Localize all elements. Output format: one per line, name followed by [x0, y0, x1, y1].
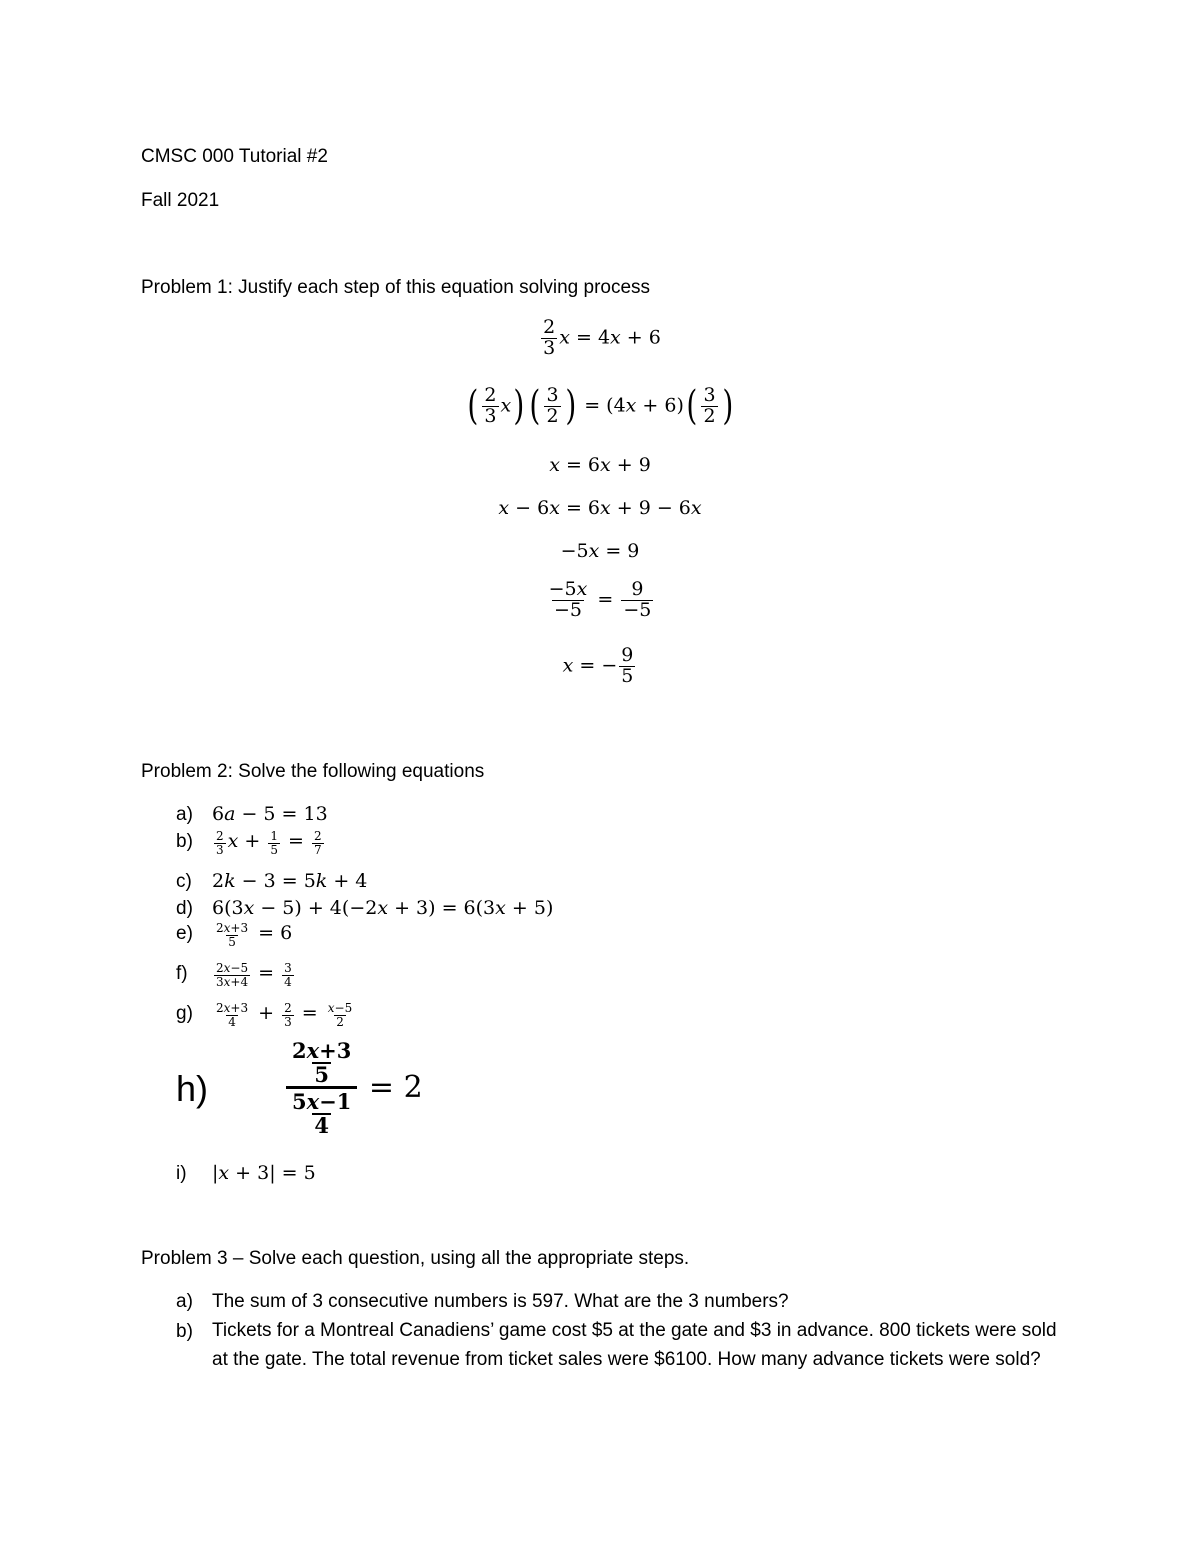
problem3-text-a: The sum of 3 consecutive numbers is 597. What are the 3 numbers?: [212, 1291, 789, 1312]
problem2-heading: Problem 2: Solve the following equations: [141, 761, 485, 782]
problem1-step-6: $\frac{-5x}{-5}$ = $\frac{9}{-5}$: [548, 578, 652, 621]
problem3-label-b: b): [176, 1321, 193, 1342]
problem3-heading: Problem 3 – Solve each question, using all the appropriate steps.: [141, 1248, 690, 1269]
problem2-item-a: a) 6a − 5 = 13: [176, 803, 328, 825]
problem1-step-1: $\frac{2}{3}$ x = 4x + 6: [543, 316, 661, 359]
problem2-item-g: g) $\frac{2x+3}{4}$ + $\frac{2}{3}$ = $\frac{x-5}{2}$: [176, 1001, 353, 1029]
problem1-step-2: ( $\frac{2}{3}$ x) ( $\frac{3}{2}$ ) = (4x + 6)( $\frac{3}{2}$ ): [467, 383, 733, 430]
problem2-item-e: e) $\frac{2x+3}{5}$ = 6: [176, 921, 293, 949]
problem1-step-4: x − 6x = 6x + 9 − 6x: [498, 497, 702, 519]
problem1-step-7: x = − $\frac{9}{5}$: [562, 644, 634, 687]
problem3-label-a: a): [176, 1291, 193, 1312]
document-term: Fall 2021: [141, 190, 220, 211]
problem2-item-d: d) 6(3x − 5) + 4(−2x + 3) = 6(3x + 5): [176, 897, 554, 919]
document-title: CMSC 000 Tutorial #2: [141, 146, 328, 167]
problem2-item-f: f) $\frac{2x-5}{3x+4}$ = $\frac{3}{4}$: [176, 961, 292, 989]
problem2-item-b: b) $\frac{2}{3}$ x + $\frac{1}{5}$ = $\frac{2}{7}$: [176, 829, 322, 857]
problem1-heading: Problem 1: Justify each step of this equation solving process: [141, 277, 651, 298]
problem2-item-c: c) 2k − 3 = 5k + 4: [176, 870, 368, 892]
problem2-item-h: h) $\frac{\frac{2x+3}{5}}{\frac{5x-1}{4}}$ = 2: [176, 1038, 423, 1139]
problem3-text-b: Tickets for a Montreal Canadiens’ game cost $5 at the gate and $3 in advance. 800 tickets were sold at the gate. The total revenue from ticket sales were $6100. How many advance tickets were sold?: [212, 1320, 1057, 1370]
problem2-item-i: i) |x + 3| = 5: [176, 1162, 316, 1184]
problem1-step-3: x = 6x + 9: [549, 454, 651, 476]
problem1-step-5: −5x = 9: [560, 540, 640, 562]
